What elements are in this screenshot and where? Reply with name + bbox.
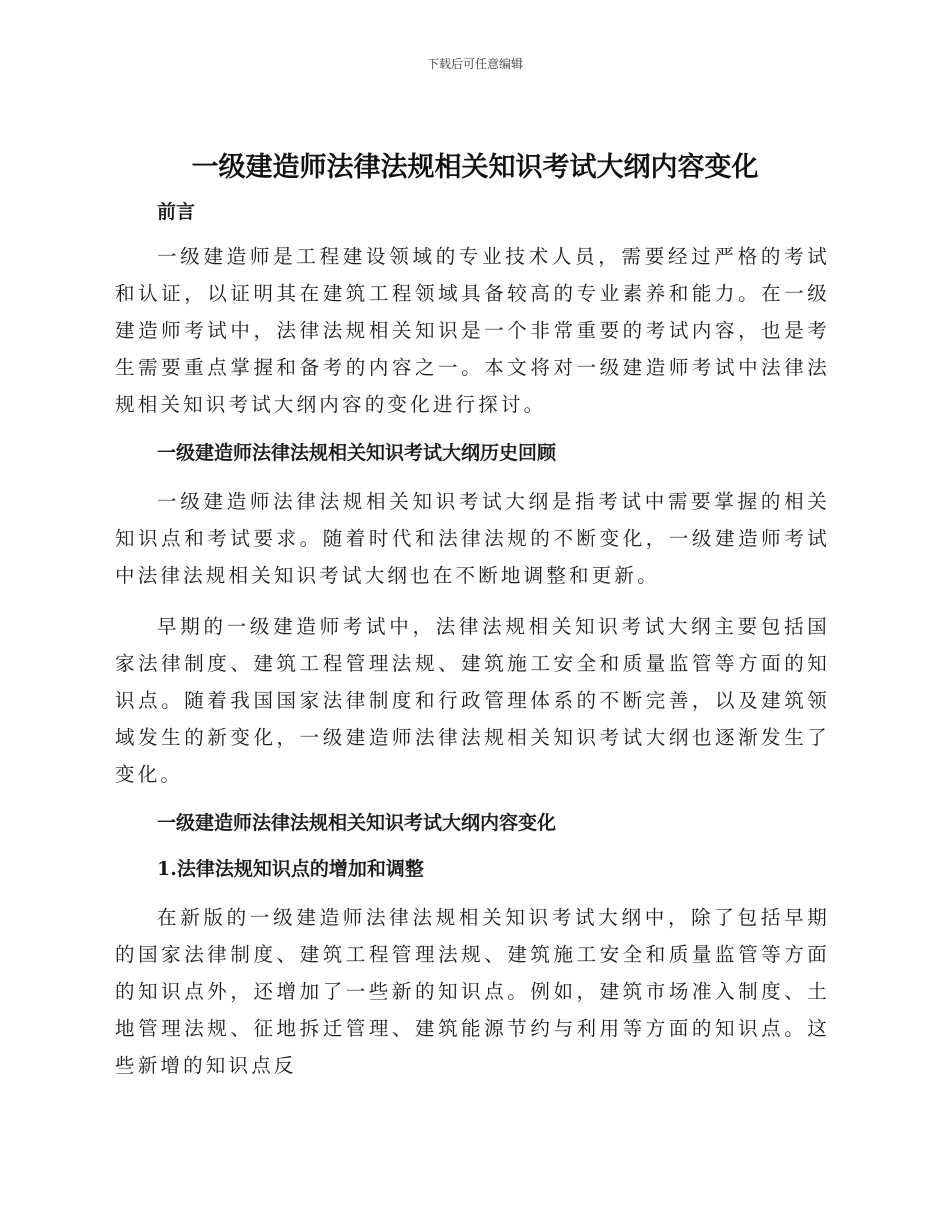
changes-heading: 一级建造师法律法规相关知识考试大纲内容变化: [157, 812, 557, 834]
history-paragraph-2: 早期的一级建造师考试中，法律法规相关知识考试大纲主要包括国家法律制度、建筑工程管理法规、建筑施工安全和质量监管等方面的知识点。随着我国国家法律制度和行政管理体系的不断完善，以及建筑领域发生的新变化，一级建造师法律法规相关知识考试大纲也逐渐发生了变化。: [115, 615, 830, 786]
document-title: 一级建造师法律法规相关知识考试大纲内容变化: [191, 152, 759, 183]
subsection-paragraph-1: 在新版的一级建造师法律法规相关知识考试大纲中，除了包括早期的国家法律制度、建筑工程管理法规、建筑施工安全和质量监管等方面的知识点外，还增加了一些新的知识点。例如，建筑市场准入制度、土地管理法规、征地拆迁管理、建筑能源节约与利用等方面的知识点。这些新增的知识点反: [115, 906, 830, 1077]
document-body: [115, 196, 830, 1098]
page-header-note: 下载后可任意编辑: [426, 57, 523, 71]
history-heading: 一级建造师法律法规相关知识考试大纲历史回顾: [157, 442, 557, 464]
preface-heading: 前言: [157, 201, 196, 223]
history-paragraph-1: 一级建造师法律法规相关知识考试大纲是指考试中需要掌握的相关知识点和考试要求。随着时代和法律法规的不断变化，一级建造师考试中法律法规相关知识考试大纲也在不断地调整和更新。: [115, 490, 830, 587]
preface-paragraph: 一级建造师是工程建设领域的专业技术人员，需要经过严格的考试和认证，以证明其在建筑工程领域具备较高的专业素养和能力。在一级建造师考试中，法律法规相关知识是一个非常重要的考试内容，也是考生需要重点掌握和备考的内容之一。本文将对一级建造师考试中法律法规相关知识考试大纲内容的变化进行探讨。: [115, 245, 830, 416]
subsection-heading-1: 1.法律法规知识点的增加和调整: [157, 858, 424, 880]
